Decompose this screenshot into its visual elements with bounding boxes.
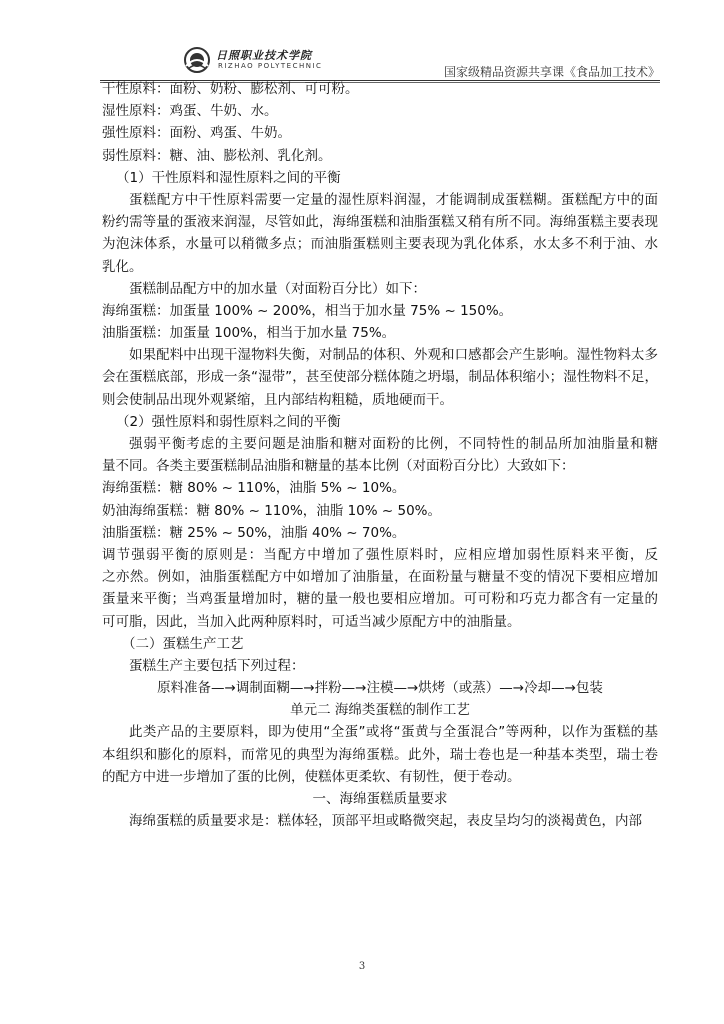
section-heading: （二）蛋糕生产工艺 <box>122 635 244 652</box>
section-heading: （2）强性原料和弱性原料之间的平衡 <box>116 413 341 430</box>
section-heading: （1）干性原料和湿性原料之间的平衡 <box>116 169 341 186</box>
text-line: 油脂蛋糕：糖 25% ~ 50%，油脂 40% ~ 70%。 <box>102 524 406 541</box>
paragraph-line: 蛋糕配方中干性原料需要一定量的湿性原料润湿，才能调制成蛋糕糊。蛋糕配方中的面 <box>129 191 658 208</box>
paragraph-line: 蛋糕生产主要包括下列过程： <box>129 657 305 674</box>
paragraph-line: 如果配料中出现干湿物料失衡，对制品的体积、外观和口感都会产生影响。湿性物料太多 <box>129 347 658 364</box>
text-line: 海绵蛋糕：加蛋量 100% ~ 200%，相当于加水量 75% ~ 150%。 <box>102 302 513 319</box>
paragraph-line: 则会使制品出现外观紧缩，且内部结构粗糙，质地硬而干。 <box>102 391 453 408</box>
school-name-cn: 日照职业技术学院 <box>216 49 312 62</box>
paragraph-line: 粉约需等量的蛋液来润湿，尽管如此，海绵蛋糕和油脂蛋糕又稍有所不同。海绵蛋糕主要表现 <box>102 214 658 231</box>
document-body <box>102 78 658 832</box>
unit-title: 单元二 海绵类蛋糕的制作工艺 <box>290 702 470 719</box>
paragraph-line: 量不同。各类主要蛋糕制品油脂和糖量的基本比例（对面粉百分比）大致如下： <box>102 458 575 475</box>
text-line: 强性原料：面粉、鸡蛋、牛奶。 <box>102 125 291 142</box>
text-line: 弱性原料：糖、油、膨松剂、乳化剂。 <box>102 147 332 164</box>
paragraph-line: 之亦然。例如，油脂蛋糕配方中如增加了油脂量，在面粉量与糖量不变的情况下要相应增加 <box>102 569 658 586</box>
text-line: 干性原料：面粉、奶粉、膨松剂、可可粉。 <box>102 81 359 97</box>
school-logo <box>182 46 482 76</box>
text-line: 海绵蛋糕：糖 80% ~ 110%，油脂 5% ~ 10%。 <box>102 480 406 497</box>
school-name-en: RIZHAO POLYTECHNIC <box>218 62 323 70</box>
paragraph-line: 乳化。 <box>102 258 143 275</box>
paragraph-line: 为泡沫体系，水量可以稍微多点；而油脂蛋糕则主要表现为乳化体系，水太多不利于油、水 <box>102 236 658 253</box>
paragraph-line: 此类产品的主要原料，即为使用“全蛋”或将“蛋黄与全蛋混合”等两种，以作为蛋糕的基 <box>129 724 658 741</box>
paragraph-line: 蛋糕制品配方中的加水量（对面粉百分比）如下： <box>129 280 426 297</box>
subsection-title: 一、海绵蛋糕质量要求 <box>312 791 448 807</box>
paragraph-line: 蛋量来平衡；当鸡蛋量增加时，糖的量一般也要相应增加。可可粉和巧克力都含有一定量的 <box>102 591 658 608</box>
paragraph-line: 会在蛋糕底部，形成一条“湿带”，甚至使部分糕体随之坍塌，制品体积缩小；湿性物料不足， <box>102 369 658 386</box>
paragraph-line: 可可脂，因此，当加入此两种原料时，可适当减少原配方中的油脂量。 <box>102 613 521 630</box>
page-header <box>100 44 660 80</box>
process-flow: 原料准备—→调制面糊—→拌粉—→注模—→烘烤（或蒸）—→冷却—→包装 <box>157 680 603 697</box>
paragraph-line: 的配方中进一步增加了蛋的比例，使糕体更柔软、有韧性，便于卷动。 <box>102 768 521 785</box>
school-emblem-icon <box>182 46 212 74</box>
paragraph-line: 海绵蛋糕的质量要求是：糕体轻，顶部平坦或略微突起，表皮呈均匀的淡褐黄色，内部 <box>129 813 642 830</box>
text-line: 油脂蛋糕：加蛋量 100%，相当于加水量 75%。 <box>102 325 396 342</box>
paragraph-line: 强弱平衡考虑的主要问题是油脂和糖对面粉的比例，不同特性的制品所加油脂量和糖 <box>129 436 658 452</box>
page-number: 3 <box>358 961 366 972</box>
text-line: 湿性原料：鸡蛋、牛奶、水。 <box>102 103 278 120</box>
text-line: 奶油海绵蛋糕：糖 80% ~ 110%，油脂 10% ~ 50%。 <box>102 502 441 519</box>
course-title: 国家级精品资源共享课《食品加工技术》 <box>443 65 660 79</box>
paragraph-line: 调节强弱平衡的原则是：当配方中增加了强性原料时，应相应增加弱性原料来平衡，反 <box>102 546 658 563</box>
paragraph-line: 本组织和膨化的原料，而常见的典型为海绵蛋糕。此外，瑞士卷也是一种基本类型，瑞士卷 <box>102 746 658 763</box>
